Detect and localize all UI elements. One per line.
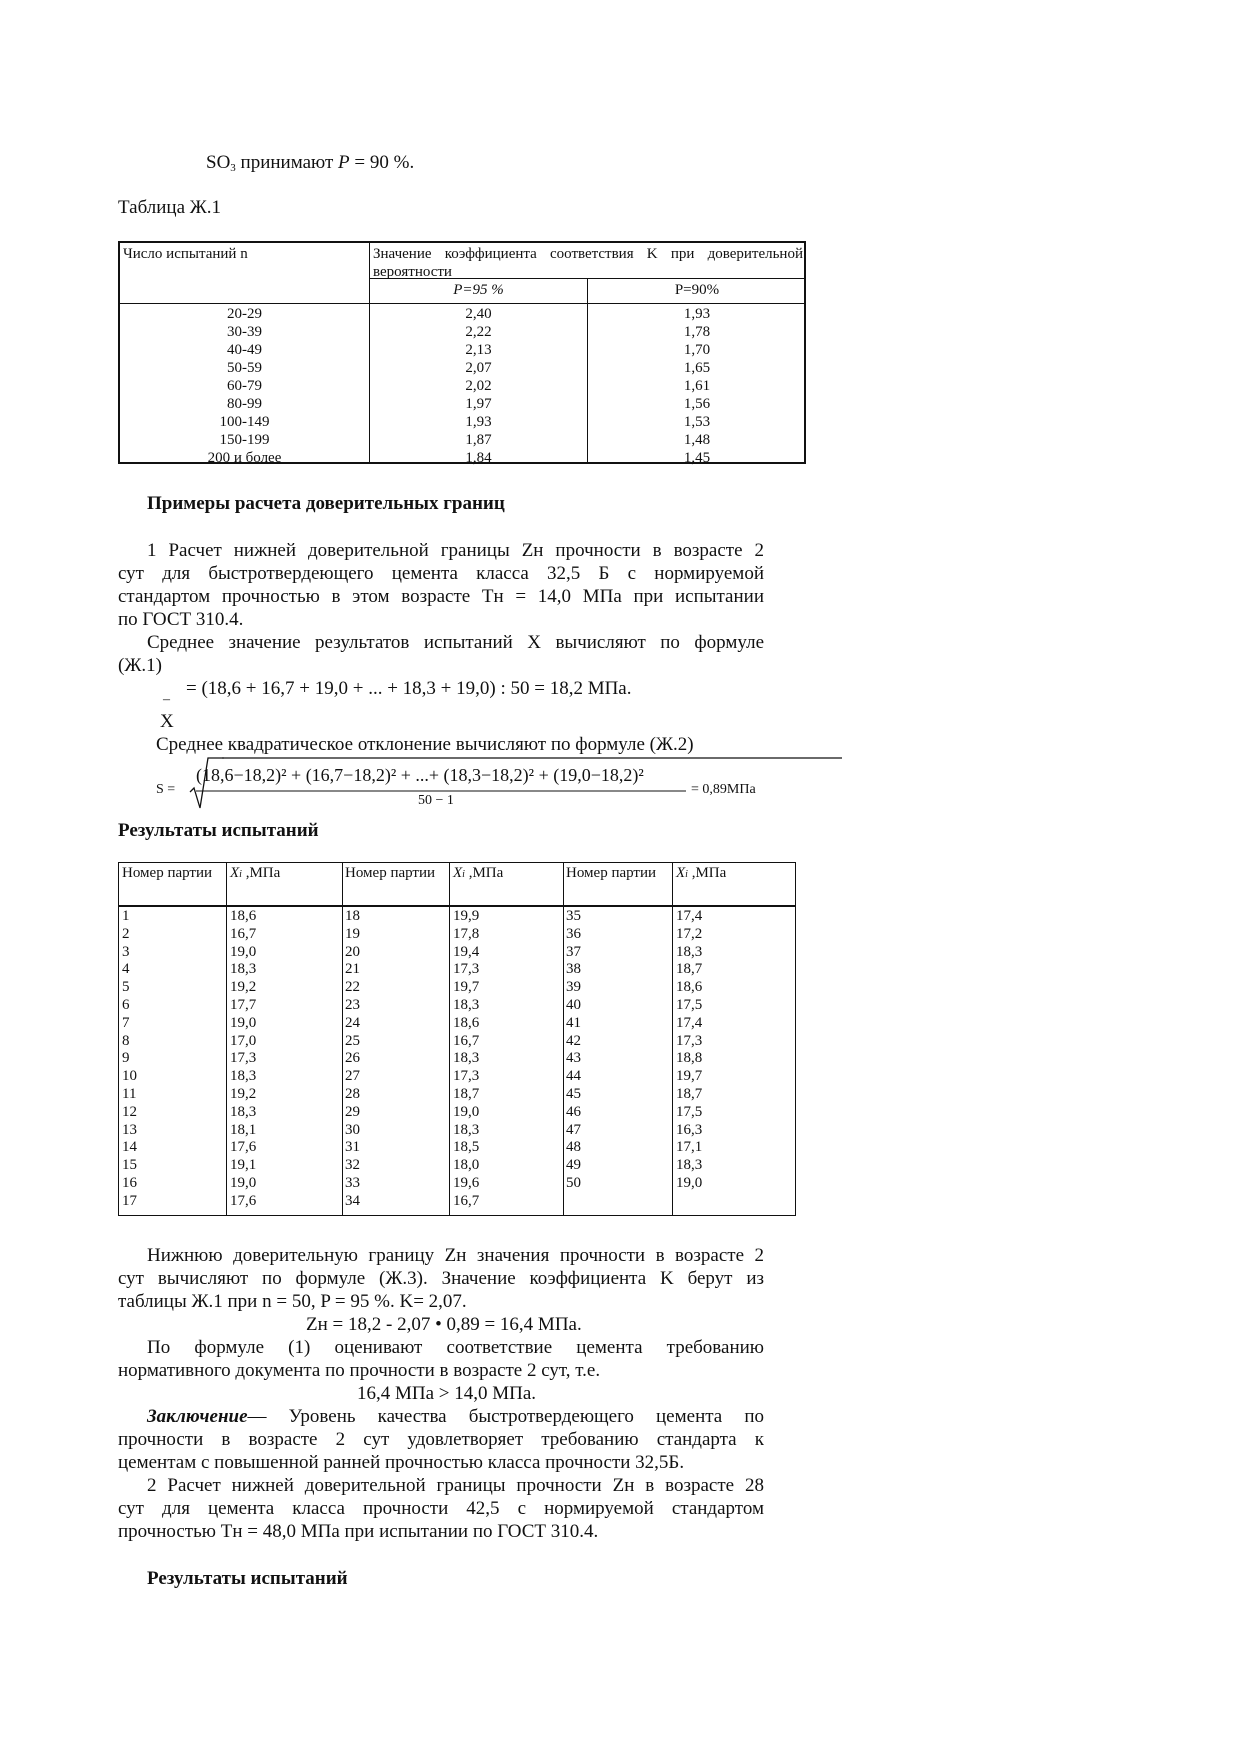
so3-value: = 90 %.	[349, 152, 415, 173]
t2-cell: 27	[345, 1068, 360, 1085]
t2-cell: 17	[122, 1192, 137, 1209]
t2-cell: 18	[345, 908, 360, 924]
std-result: = 0,89МПа	[691, 782, 756, 797]
t2-cell: 17,3	[453, 1068, 480, 1085]
t1-rule	[120, 303, 804, 304]
t2-cell: 17,5	[676, 1103, 703, 1120]
t2-divider	[563, 863, 564, 1215]
t1-cell: 60-79	[227, 378, 262, 394]
conclusion-label: Заключение	[147, 1406, 248, 1427]
t2-cell: 19,7	[676, 1068, 703, 1085]
para3: Среднее квадратическое отклонение вычисляют по формуле (Ж.2)	[156, 734, 694, 755]
t1-cell: 2,40	[465, 306, 492, 322]
t2-cell: 17,7	[230, 996, 257, 1013]
t1-cell: 50-59	[227, 360, 262, 376]
t1-cell: 80-99	[227, 396, 262, 412]
t2-header-x: Xi ,МПа	[230, 865, 281, 881]
t2-cell: 34	[345, 1192, 360, 1209]
t2-cell: 18,8	[676, 1050, 703, 1067]
t2-cell: 17,3	[453, 961, 480, 978]
t1-cell: 30-39	[227, 324, 262, 340]
t2-col-party-3	[566, 908, 581, 1193]
t2-col-x-2	[453, 908, 479, 1211]
para6-line1	[147, 1405, 764, 1428]
t2-cell: 38	[566, 961, 581, 978]
t2-cell: 12	[122, 1103, 137, 1120]
para1-line3: стандартом прочностью в этом возрасте Tн = 14,0 МПа при испытании	[118, 586, 764, 607]
t2-cell: 19,0	[230, 943, 257, 960]
so3-subscript: 3	[230, 162, 236, 174]
t2-cell: 50	[566, 1174, 581, 1191]
para7-line1: 2 Расчет нижней доверительной границы прочности Zн в возрасте 28	[147, 1475, 764, 1496]
t2-cell: 17,1	[676, 1139, 703, 1156]
t2-cell: 13	[122, 1121, 137, 1138]
t2-divider	[672, 863, 673, 1215]
t2-cell: 17,6	[230, 1192, 257, 1209]
std-s: S =	[156, 782, 176, 797]
t2-cell: 18,3	[676, 943, 703, 960]
formula-compare: 16,4 МПа > 14,0 МПа.	[357, 1383, 537, 1404]
t2-col-party-2	[345, 908, 360, 1211]
xbar-symbol: X	[160, 711, 174, 732]
conclusion-text: — Уровень качества быстротвердеющего цемента по	[247, 1406, 764, 1427]
t2-header-x: Xi ,МПа	[453, 865, 504, 881]
t2-cell: 24	[345, 1014, 360, 1031]
t1-cell: 1,84	[465, 450, 492, 466]
para5-line1: По формуле (1) оценивают соответствие цемента требованию	[147, 1337, 764, 1358]
t2-cell: 48	[566, 1139, 581, 1156]
t2-cell: 16,3	[676, 1121, 703, 1138]
table-k-coefficients	[118, 241, 806, 464]
t2-cell: 29	[345, 1103, 360, 1120]
t2-cell: 30	[345, 1121, 360, 1138]
t2-cell: 19	[345, 925, 360, 942]
sqrt-bar	[222, 757, 842, 759]
t2-cell: 18,7	[676, 961, 703, 978]
t1-col-n	[120, 305, 369, 467]
t2-col-x-1	[230, 908, 256, 1211]
t2-cell: 17,0	[230, 1032, 257, 1049]
t2-cell: 33	[345, 1174, 360, 1191]
t1-cell: 20-29	[227, 306, 262, 322]
fraction-bar	[196, 790, 686, 792]
t2-cell: 14	[122, 1139, 137, 1156]
t2-cell: 21	[345, 961, 360, 978]
t2-header-x: Xi ,МПа	[676, 865, 727, 881]
t2-rule	[119, 905, 795, 907]
t1-cell: 1,65	[683, 360, 711, 376]
t2-cell: 16,7	[453, 1192, 480, 1209]
t2-cell: 2	[122, 925, 130, 942]
formula-mean: = (18,6 + 16,7 + 19,0 + ... + 18,3 + 19,0) : 50 = 18,2 МПа.	[186, 678, 632, 699]
t1-cell: 1,70	[683, 342, 711, 358]
t2-cell: 18,3	[676, 1157, 703, 1174]
t2-divider	[226, 863, 227, 1215]
t2-cell: 19,0	[230, 1174, 257, 1191]
t1-col-k90	[588, 305, 806, 467]
para2-line1: Среднее значение результатов испытаний X вычисляют по формуле	[147, 632, 764, 653]
t1-cell: 100-149	[219, 414, 270, 430]
t2-cell: 8	[122, 1032, 130, 1049]
para1-line2: сут для быстротвердеющего цемента класса 32,5 Б с нормируемой	[118, 563, 764, 584]
t2-cell: 15	[122, 1157, 137, 1174]
t2-cell: 17,6	[230, 1139, 257, 1156]
t2-cell: 16,7	[453, 1032, 480, 1049]
table-test-results	[118, 862, 796, 1216]
t2-cell: 45	[566, 1085, 581, 1102]
t2-cell: 18,7	[676, 1085, 703, 1102]
t2-cell: 23	[345, 996, 360, 1013]
t1-cell: 1,97	[465, 396, 492, 412]
so3-line	[206, 151, 414, 177]
t2-cell: 1	[122, 908, 130, 924]
t1-header-n: Число испытаний n	[123, 246, 248, 262]
t2-cell: 47	[566, 1121, 581, 1138]
t2-cell: 40	[566, 996, 581, 1013]
t2-cell: 17,2	[676, 925, 703, 942]
t2-cell: 17,3	[230, 1050, 257, 1067]
para7-line3: прочностью Tн = 48,0 МПа при испытании по ГОСТ 310.4.	[118, 1521, 599, 1542]
t2-cell: 6	[122, 996, 130, 1013]
t2-cell: 18,3	[453, 1050, 480, 1067]
t1-cell: 200 и более	[207, 450, 282, 466]
t2-cell: 18,6	[453, 1014, 480, 1031]
para5-line2: нормативного документа по прочности в возрасте 2 сут, т.е.	[118, 1360, 601, 1381]
t2-cell: 18,5	[453, 1139, 480, 1156]
para6-line3: цементам с повышенной ранней прочностью класса прочности 32,5Б.	[118, 1452, 685, 1473]
t2-cell: 19,1	[230, 1157, 257, 1174]
para4-line1: Нижнюю доверительную границу Zн значения прочности в возрасте 2	[147, 1245, 764, 1266]
t2-cell: 17,5	[676, 996, 703, 1013]
t2-cell: 17,4	[676, 1014, 703, 1031]
t2-cell: 18,7	[453, 1085, 480, 1102]
t1-cell: 40-49	[227, 342, 262, 358]
t2-divider	[342, 863, 343, 1215]
so3-p: P	[338, 152, 350, 173]
para7-line2: сут для цемента класса прочности 42,5 с нормируемой стандартом	[118, 1498, 764, 1519]
t2-cell: 22	[345, 979, 360, 996]
t1-cell: 1,87	[465, 432, 492, 448]
formula-std	[156, 756, 776, 812]
examples-heading: Примеры расчета доверительных границ	[147, 493, 505, 514]
t2-cell: 18,6	[676, 979, 703, 996]
table1-caption: Таблица Ж.1	[118, 197, 222, 218]
results-heading-2: Результаты испытаний	[147, 1568, 348, 1589]
t2-cell: 19,0	[676, 1174, 703, 1191]
t2-header-party: Номер партии	[122, 865, 213, 881]
t2-cell: 18,3	[230, 961, 257, 978]
t1-cell: 2,22	[465, 324, 492, 340]
t2-col-x-3	[676, 908, 702, 1193]
t2-cell: 19,2	[230, 979, 257, 996]
t1-cell: 1,78	[683, 324, 711, 340]
para6-line2: прочности в возрасте 2 сут удовлетворяет требованию стандарта к	[118, 1429, 764, 1450]
t1-cell: 1,93	[683, 306, 711, 322]
t1-header-p95: P=95 %	[453, 282, 504, 298]
para1-line4: по ГОСТ 310.4.	[118, 609, 244, 630]
t1-cell: 1,56	[683, 396, 711, 412]
t2-cell: 9	[122, 1050, 130, 1067]
t1-header-p90: P=90%	[674, 282, 720, 298]
t2-cell: 18,0	[453, 1157, 480, 1174]
t2-cell: 20	[345, 943, 360, 960]
t2-cell: 26	[345, 1050, 360, 1067]
t2-col-party-1	[122, 908, 137, 1211]
t2-cell: 19,9	[453, 908, 480, 924]
std-denominator: 50 − 1	[418, 793, 454, 808]
t1-cell: 150-199	[219, 432, 270, 448]
t2-cell: 11	[122, 1085, 137, 1102]
t2-cell: 19,7	[453, 979, 480, 996]
t1-cell: 1,93	[465, 414, 492, 430]
t2-cell: 4	[122, 961, 130, 978]
t1-cell: 2,07	[465, 360, 492, 376]
t2-cell: 18,6	[230, 908, 257, 924]
t2-cell: 39	[566, 979, 581, 996]
xbar-mark: –	[163, 692, 170, 707]
para4-line3: таблицы Ж.1 при n = 50, P = 95 %. K= 2,07.	[118, 1291, 467, 1312]
t2-cell: 28	[345, 1085, 360, 1102]
t1-cell: 1,48	[683, 432, 711, 448]
t1-header-k: Значение коэффициента соответствия K при доверительной вероятности	[373, 246, 803, 280]
t2-cell: 18,3	[230, 1068, 257, 1085]
t2-cell: 17,4	[676, 908, 703, 924]
t2-cell: 36	[566, 925, 581, 942]
t2-cell: 49	[566, 1157, 581, 1174]
t1-cell: 2,13	[465, 342, 492, 358]
t2-cell: 32	[345, 1157, 360, 1174]
so3-verb: принимают	[235, 152, 339, 173]
t2-cell: 43	[566, 1050, 581, 1067]
t1-cell: 1,61	[683, 378, 711, 394]
t1-cell: 2,02	[465, 378, 492, 394]
results-heading: Результаты испытаний	[118, 820, 319, 841]
t2-cell: 17,8	[453, 925, 480, 942]
t2-cell: 19,0	[453, 1103, 480, 1120]
t2-cell: 10	[122, 1068, 137, 1085]
t2-cell: 16,7	[230, 925, 257, 942]
t2-cell: 18,3	[230, 1103, 257, 1120]
t2-cell: 18,3	[453, 1121, 480, 1138]
para1-line1: 1 Расчет нижней доверительной границы Zн прочности в возрасте 2	[147, 540, 764, 561]
t2-cell: 3	[122, 943, 130, 960]
t2-cell: 18,3	[453, 996, 480, 1013]
t2-header-party: Номер партии	[345, 865, 436, 881]
t1-cell: 1,53	[683, 414, 711, 430]
t2-header-party: Номер партии	[566, 865, 657, 881]
t2-cell: 44	[566, 1068, 581, 1085]
t2-cell: 19,6	[453, 1174, 480, 1191]
t2-cell: 19,4	[453, 943, 480, 960]
std-numerator: (18,6−18,2)² + (16,7−18,2)² + ...+ (18,3−18,2)² + (19,0−18,2)²	[196, 765, 644, 785]
para4-line2: сут вычисляют по формуле (Ж.3). Значение коэффициента K берут из	[118, 1268, 764, 1289]
t2-cell: 35	[566, 908, 581, 924]
t2-cell: 19,2	[230, 1085, 257, 1102]
t2-cell: 25	[345, 1032, 360, 1049]
t2-cell: 31	[345, 1139, 360, 1156]
formula-zn: Zн = 18,2 - 2,07 • 0,89 = 16,4 МПа.	[306, 1314, 582, 1335]
t2-divider	[449, 863, 450, 1215]
t2-cell: 18,1	[230, 1121, 257, 1138]
so3-text: SO	[206, 152, 231, 173]
t1-cell: 1,45	[683, 450, 711, 466]
t2-cell: 46	[566, 1103, 581, 1120]
t2-cell: 5	[122, 979, 130, 996]
para2-line2: (Ж.1)	[118, 655, 162, 676]
t2-cell: 42	[566, 1032, 581, 1049]
t2-cell: 19,0	[230, 1014, 257, 1031]
t2-cell: 17,3	[676, 1032, 703, 1049]
t2-cell: 41	[566, 1014, 581, 1031]
t1-col-k95	[370, 305, 587, 467]
t2-cell: 37	[566, 943, 581, 960]
t2-cell: 7	[122, 1014, 130, 1031]
t2-cell: 16	[122, 1174, 137, 1191]
